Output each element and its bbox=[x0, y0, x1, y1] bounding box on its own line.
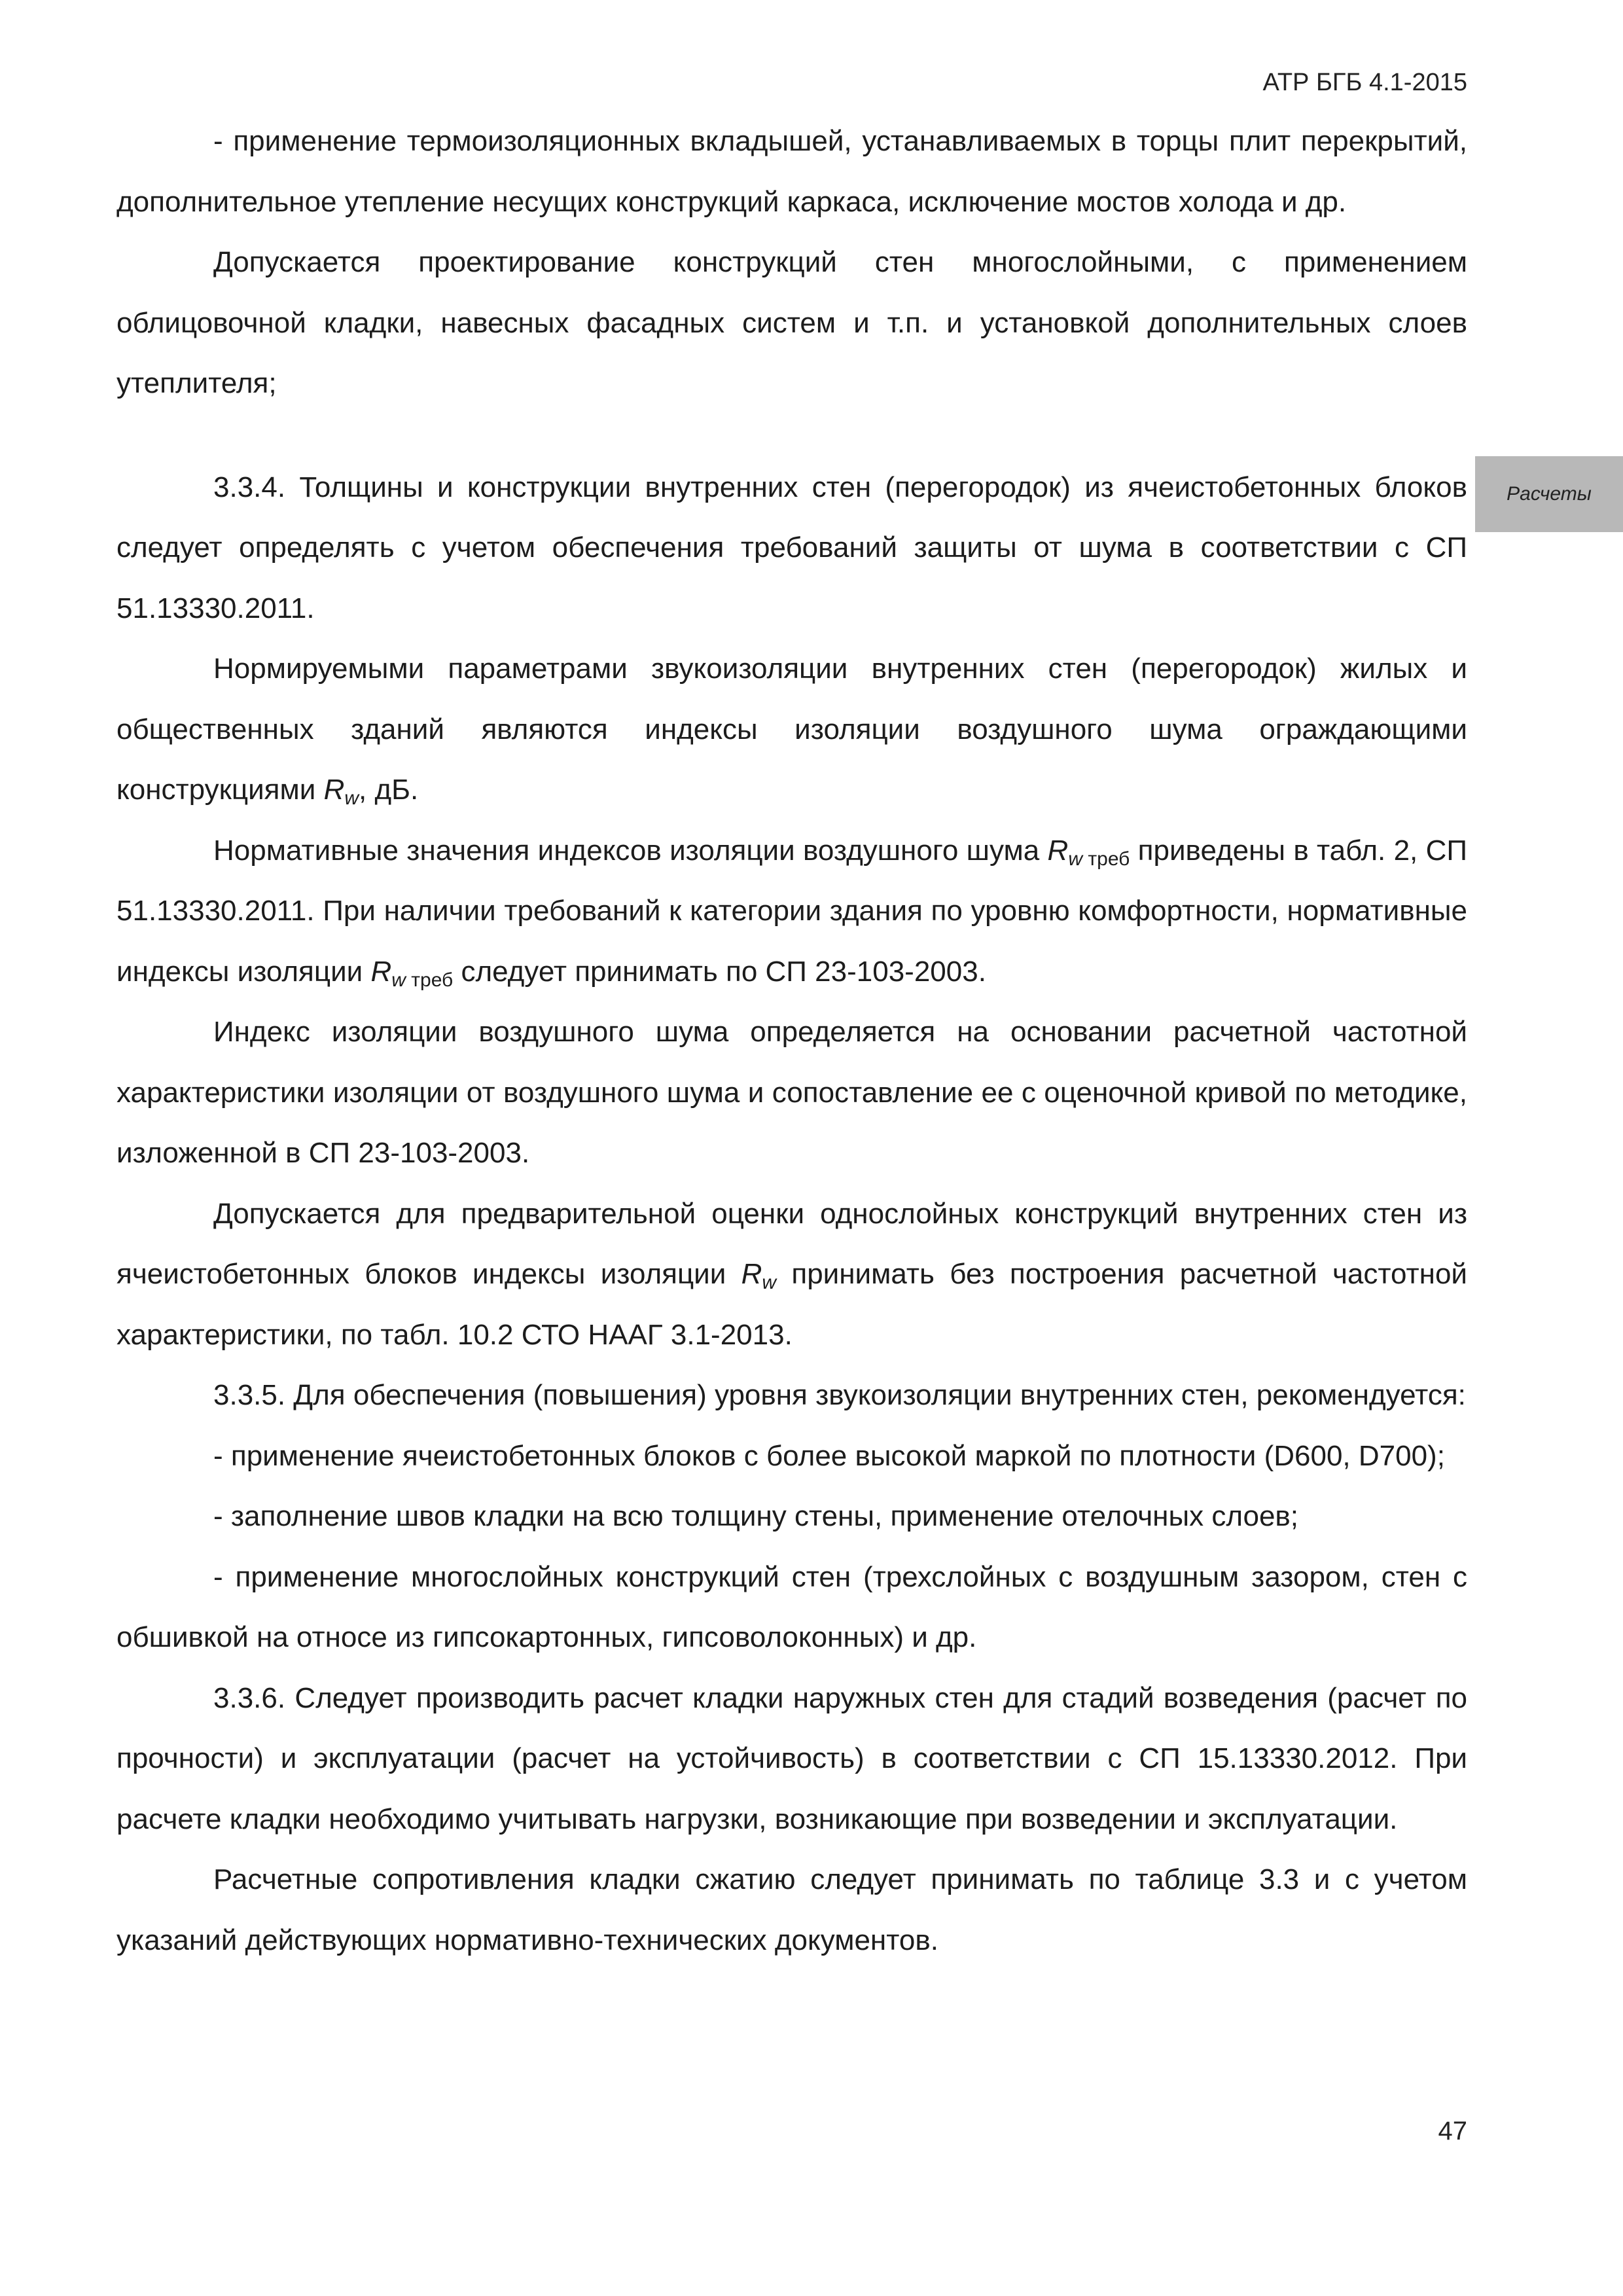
section-side-tab bbox=[1475, 456, 1623, 532]
rw-symbol: R bbox=[1047, 834, 1069, 867]
paragraph-text: принимать без построения расчетной частотной характеристики, по табл. 10.2 СТО НААГ 3.1-2013. bbox=[116, 1258, 1467, 1351]
treb-subscript: треб bbox=[411, 969, 454, 991]
rw-symbol: R bbox=[370, 955, 392, 988]
page-number: 47 bbox=[1438, 2117, 1467, 2145]
paragraph-list-item-dense-blocks: - применение ячеистобетонных блоков с более высокой маркой по плотности (D600, D700); bbox=[213, 1439, 1445, 1472]
paragraph-list-item-thermal-inserts: - применение термоизоляционных вкладышей, устанавливаемых в торцы плит перекрытий, дополнительное утепление несущих конструкций каркаса, исключение мостов холода и др. bbox=[116, 125, 1467, 218]
paragraph-multilayer-walls: Допускается проектирование конструкций стен многослойными, с применением облицовочной кладки, навесных фасадных систем и т.п. и установкой дополнительных слоев утеплителя; bbox=[116, 246, 1467, 399]
paragraph-section-3-3-6: 3.3.6. Следует производить расчет кладки наружных стен для стадий возведения (расчет по прочности) и эксплуатации (расчет на устойчивость) в соответствии с СП 15.13330.2012. При расчете кладки необходимо учитывать нагрузки, возникающие при возведении и эксплуатации. bbox=[116, 1681, 1467, 1835]
paragraph-compression-resistance: Расчетные сопротивления кладки сжатию следует принимать по таблице 3.3 и с учетом указаний действующих нормативно-технических документов. bbox=[116, 1863, 1467, 1956]
rw-symbol: R bbox=[741, 1258, 762, 1290]
paragraph-preliminary-estimate bbox=[116, 1184, 1467, 1366]
paragraph-text: Нормируемыми параметрами звукоизоляции внутренних стен (перегородок) жилых и общественных зданий являются индексы изоляции воздушного шума ограждающими конструкциями bbox=[116, 653, 1467, 806]
paragraph-section-3-3-4: 3.3.4. Толщины и конструкции внутренних стен (перегородок) из ячеистобетонных блоков следует определять с учетом обеспечения требований защиты от шума в соответствии с СП 51.13330.2011. bbox=[116, 471, 1467, 624]
section-side-tab-label: Расчеты bbox=[1507, 483, 1592, 505]
rw-subscript: w bbox=[344, 787, 359, 809]
paragraph-text: Нормативные значения индексов изоляции воздушного шума bbox=[213, 834, 1048, 867]
rw-symbol: R bbox=[323, 774, 345, 806]
rw-subscript: w bbox=[391, 969, 406, 991]
treb-subscript: треб bbox=[1088, 848, 1130, 870]
rw-subscript: w bbox=[1068, 848, 1082, 870]
paragraph-list-item-multilayer: - применение многослойных конструкций стен (трехслойных с воздушным зазором, стен с обшивкой на относе из гипсокартонных, гипсоволоконных) и др. bbox=[116, 1560, 1467, 1653]
paragraph-text: следует принимать по СП 23-103-2003. bbox=[453, 955, 986, 988]
paragraph-section-3-3-5: 3.3.5. Для обеспечения (повышения) уровня звукоизоляции внутренних стен, рекомендуется: bbox=[213, 1379, 1466, 1411]
paragraph-normalized-parameters bbox=[116, 639, 1467, 821]
paragraph-text: , дБ. bbox=[359, 774, 419, 806]
paragraph-list-item-joint-filling: - заполнение швов кладки на всю толщину стены, применение отелочных слоев; bbox=[213, 1500, 1299, 1532]
body-text bbox=[116, 111, 1467, 1971]
rw-subscript: w bbox=[762, 1272, 777, 1293]
document-code-header: АТР БГБ 4.1-2015 bbox=[1262, 69, 1467, 96]
paragraph-normative-values bbox=[116, 821, 1467, 1003]
paragraph-text: Допускается для предварительной оценки однослойных конструкций внутренних стен из ячеистобетонных блоков индексы изоляции bbox=[116, 1197, 1467, 1290]
paragraph-index-definition: Индекс изоляции воздушного шума определяется на основании расчетной частотной характеристики изоляции от воздушного шума и сопоставление ее с оценочной кривой по методике, изложенной в СП 23-103-2003. bbox=[116, 1016, 1467, 1169]
paragraph-text: приведены в табл. 2, СП 51.13330.2011. При наличии требований к категории здания по уровню комфортности, нормативные индексы изоляции bbox=[116, 834, 1467, 988]
